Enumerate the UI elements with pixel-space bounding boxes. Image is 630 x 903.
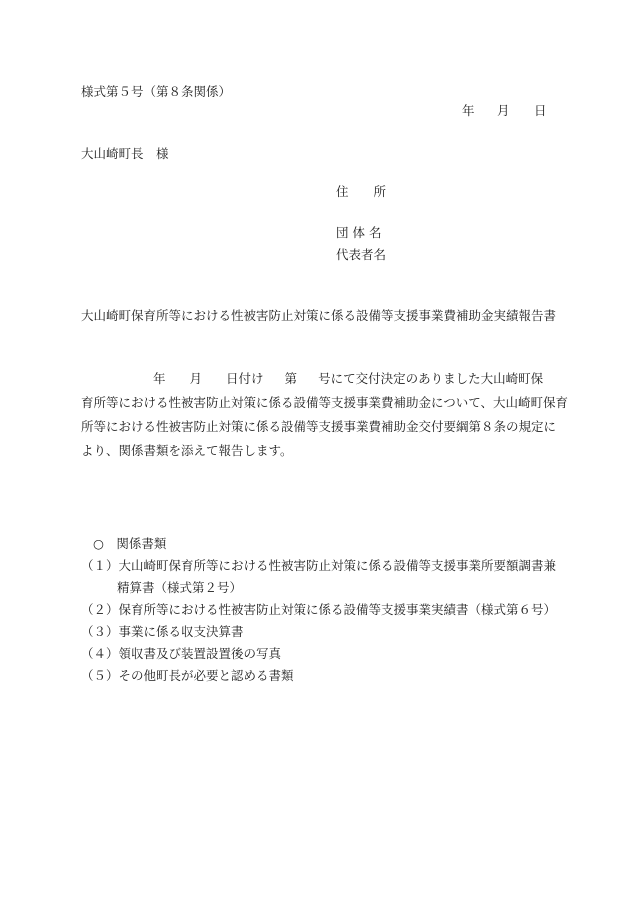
group-name-label: 団 体 名 [336, 225, 382, 240]
date-year: 年 [462, 103, 475, 118]
document-item-5: （５）その他町長が必要と認める書類 [81, 668, 294, 683]
body-line-4: より、関係書類を添えて報告します。 [81, 443, 293, 458]
body-month: 月 [189, 371, 203, 386]
representative-label: 代表者名 [336, 247, 387, 262]
document-item-2: （２）保育所等における性被害防止対策に係る設備等支援事業実績書（様式第６号） [81, 602, 557, 617]
date-month: 月 [497, 103, 510, 118]
document-item-3: （３）事業に係る収支決算書 [81, 624, 244, 639]
body-dated: 日付け [226, 371, 264, 386]
body-no: 第 [284, 371, 298, 386]
document-item-1: （１）大山崎町保育所等における性被害防止対策に係る設備等支援事業所要額調書兼 [81, 558, 557, 573]
document-item-1-cont: 精算書（様式第２号） [117, 580, 243, 595]
body-line-3: 所等における性被害防止対策に係る設備等支援事業費補助金交付要綱第８条の規定に [81, 419, 557, 434]
body-line-2: 育所等における性被害防止対策に係る設備等支援事業費補助金について、大山崎町保育 [81, 395, 569, 410]
report-body [81, 367, 569, 463]
form-label: 様式第５号（第８条関係） [81, 84, 232, 99]
address-label: 住 所 [336, 184, 387, 199]
document-item-4: （４）領収書及び装置設置後の写真 [81, 646, 282, 661]
body-line-1 [81, 367, 553, 391]
date-day: 日 [534, 103, 547, 118]
body-line1-rest: 号にて交付決定のありました大山崎町保 [318, 371, 544, 386]
body-year: 年 [153, 371, 166, 386]
addressee: 大山崎町長 様 [81, 146, 169, 161]
documents-heading: ○ 関係書類 [93, 536, 167, 551]
document-title: 大山崎町保育所等における性被害防止対策に係る設備等支援事業費補助金実績報告書 [81, 308, 557, 323]
